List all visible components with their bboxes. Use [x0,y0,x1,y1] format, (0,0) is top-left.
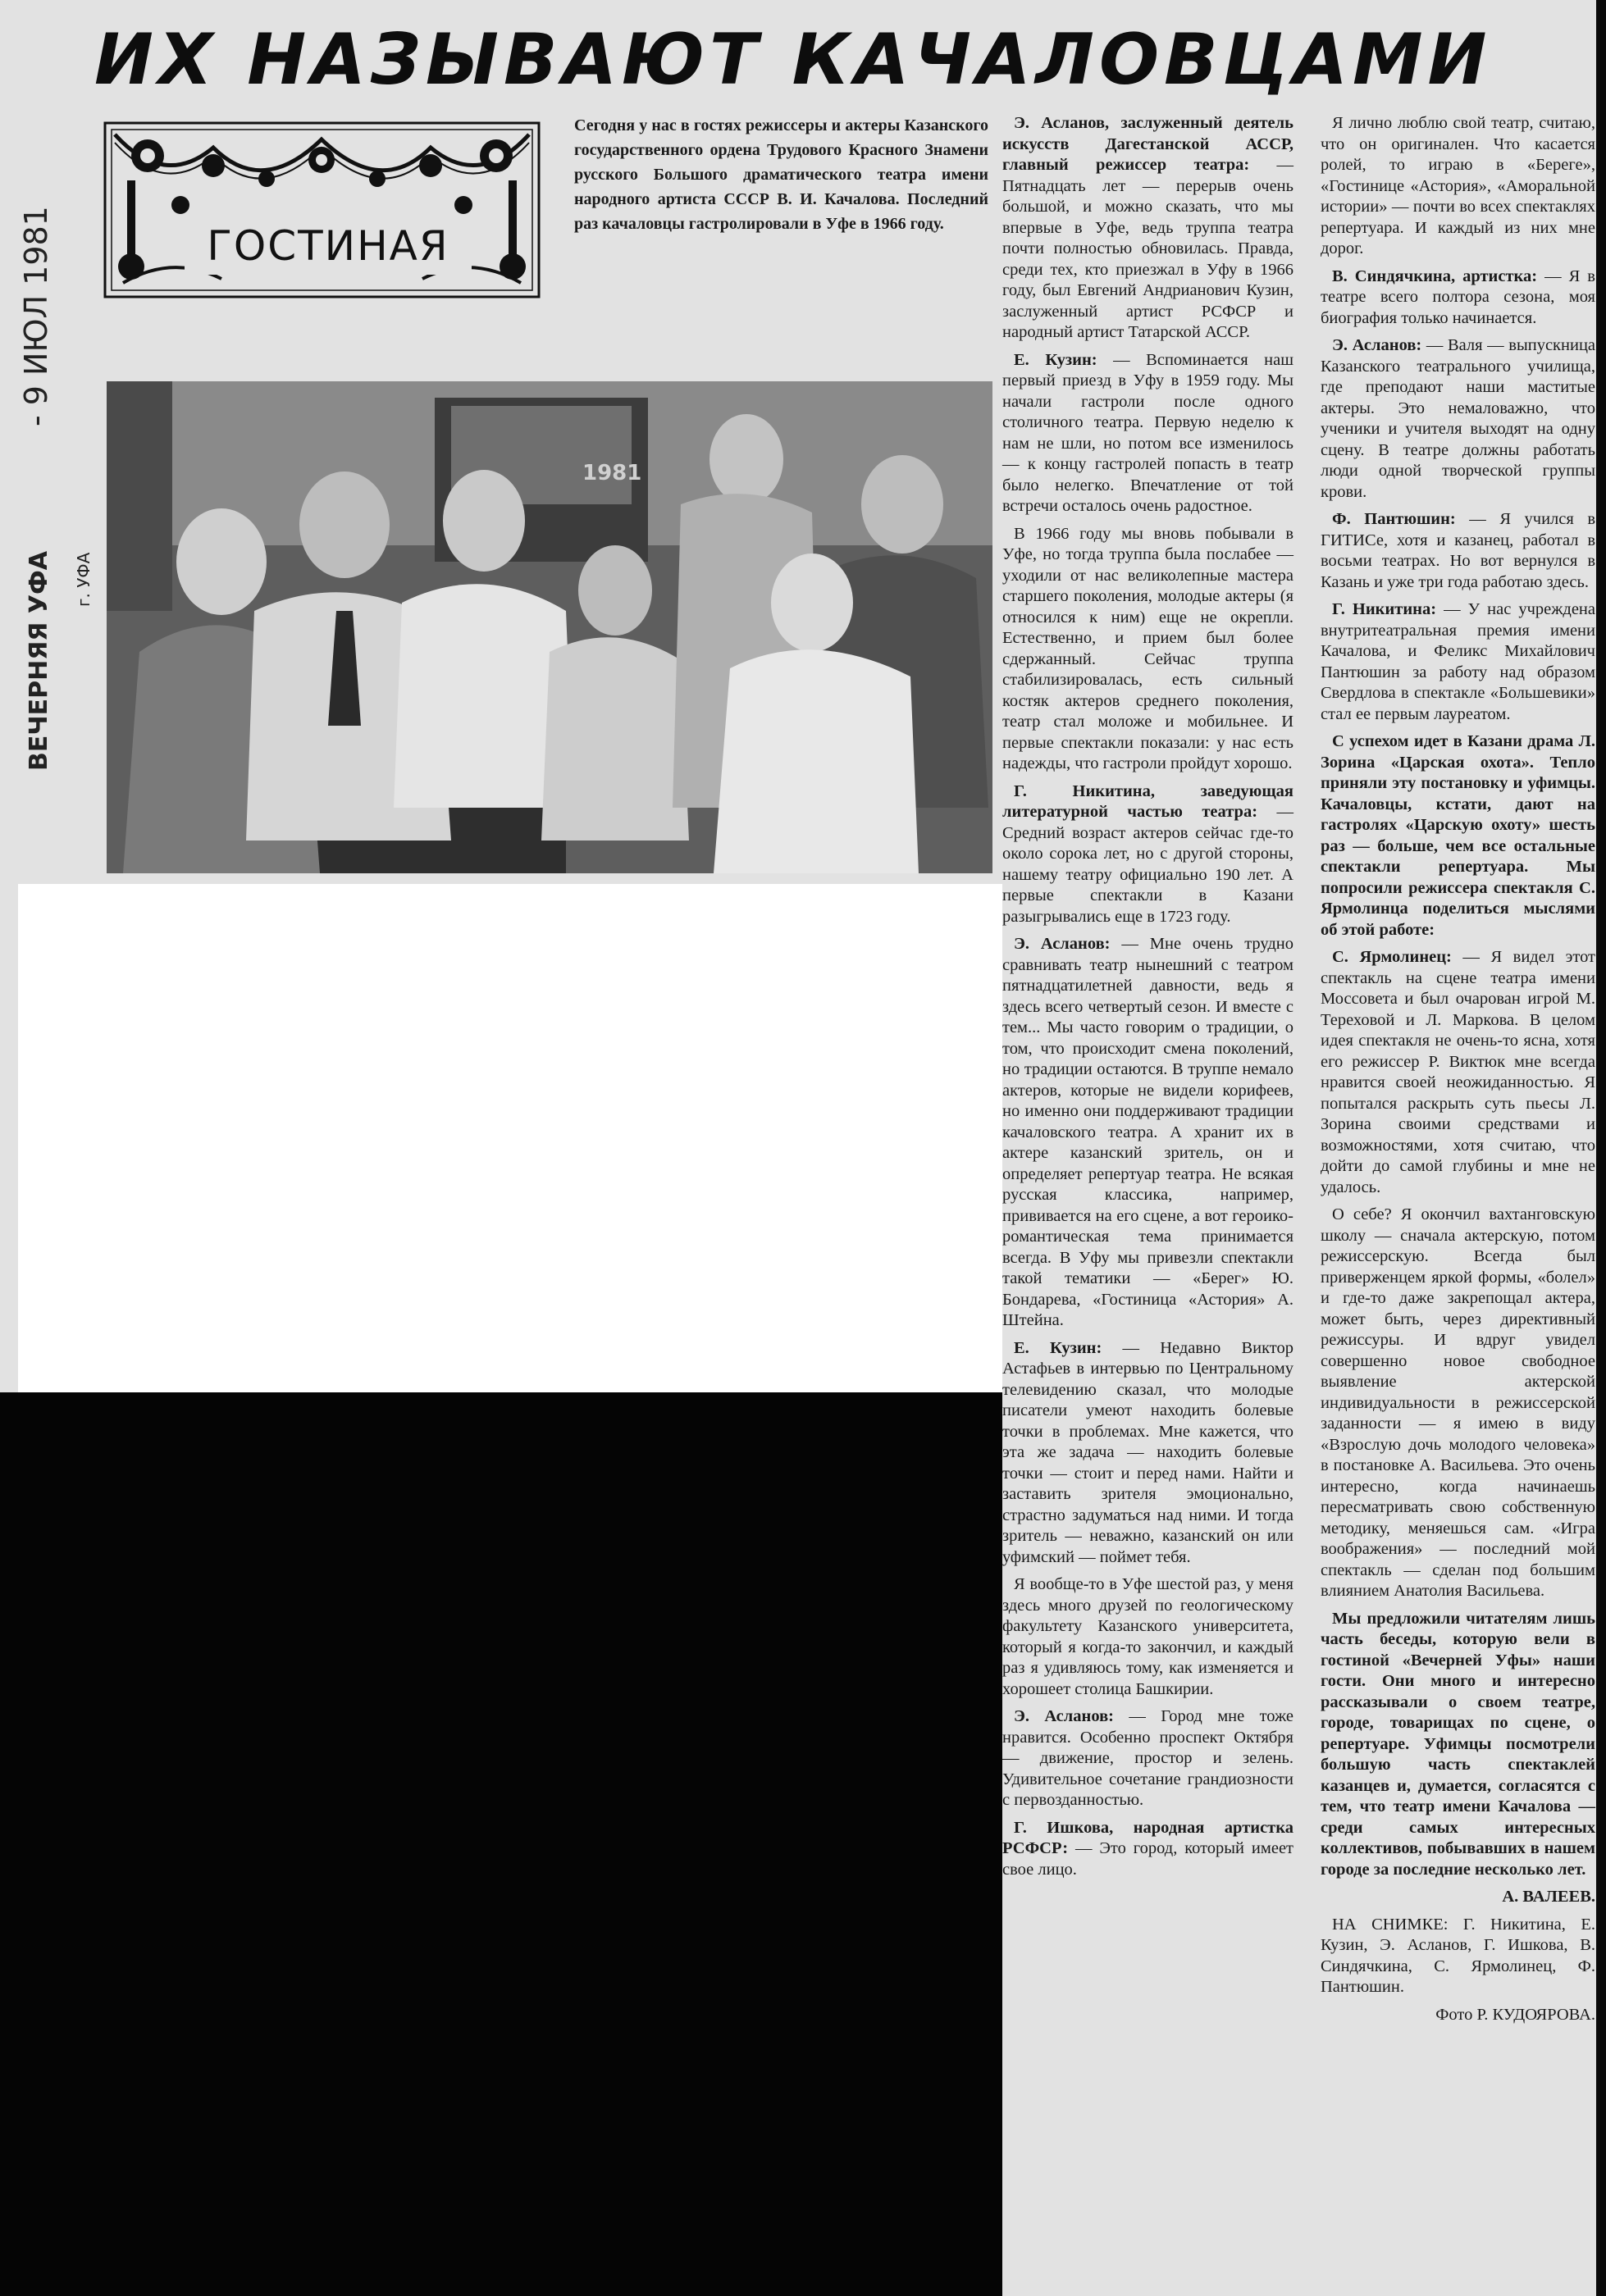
speaker: С. Ярмолинец: [1332,948,1452,966]
paragraph [1002,1706,1293,1811]
rubric-label: ГОСТИНАЯ [185,217,472,275]
remark: — Пятнадцать лет — перерыв очень большой, и можно сказать, что мы впервые в Уфе, ведь труппа театра почти полностью обновилась. Правда, среди тех, кто приезжал в Уфу в 1966 году, был Евгений Андрианович Кузин, заслуженный артист РСФСР и народный артист Татарской АССР. [1002,156,1294,341]
paragraph [1002,1818,1293,1881]
paragraph [1321,599,1595,725]
paragraph [1321,1205,1595,1602]
rubric-emblem [98,115,545,303]
speaker: Г. Никитина, заведующая литературной частью театра: [1002,781,1293,821]
article-column-1 [1002,113,1293,2286]
rubric-ornament-icon [98,115,545,303]
remark: О себе? Я окончил вахтанговскую школу — сначала актерскую, потом режиссерскую. Всегда был приверженцем яркой формы, «болел» и где-то даже закрепощал актера, может быть, через директивный режиссуры. И вдруг увидел совершенно новое свободное выявление актерской индивидуальности в режиссерской заданности — я имею в виду «Взрослую дочь молодого человека» в постановке А. Васильева. Это очень интересно, когда начинаешь пересматривать свою собственную методику, меняешься сам. «Игра воображения» — последний мой спектакль — сделан под большим влиянием Анатолия Васильева. [1321,1205,1595,1600]
speaker: Е. Кузин: [1014,1338,1102,1357]
speaker: Ф. Пантюшин: [1332,510,1456,528]
speaker: В. Синдячкина, артистка: [1332,266,1538,285]
paragraph [1002,350,1293,517]
remark: — Я учился в ГИТИСе, хотя и казанец, работал в восьми театрах. Но вот вернулся в Казань и уже три года работаю здесь. [1321,510,1596,591]
remark: — Я в театре всего полтора сезона, моя биография только начинается. [1321,266,1595,327]
remark: Я вообще-то в Уфе шестой раз, у меня здесь много друзей по геологическому факультету Казанского университета, который я когда-то закончил, и каждый раз я удивляюсь тому, как изменяется и хорошеет столица Башкирии. [1002,1575,1293,1698]
paragraph [1002,1574,1293,1700]
speaker: Э. Асланов: [1332,336,1422,354]
group-photo-image [107,381,992,873]
right-edge-shadow [1596,0,1606,2296]
paragraph [1321,731,1595,941]
date-stamp: - 9 ИЮЛ 1981 [18,206,54,426]
remark: — Средний возраст актеров сейчас где-то около сорока лет, но с другой стороны, нашему театру официально 190 лет. А первые спектакли в Казани разыгрывались еще в 1723 году. [1002,803,1293,926]
remark: — У нас учреждена внутритеатральная премия имени Качалова, и Феликс Михайлович Пантюшин за работу над образом Свердлова в спектакле «Большевики» стал ее первым лауреатом. [1321,600,1595,723]
remark: — Вспоминается наш первый приезд в Уфу в 1959 году. Мы начали гастроли после одного столичного театра. Первую неделю к нам не шли, но потом все изменилось — к концу гастролей попасть в театр было нелегко. Впечатление от той встречи осталось очень радостное. [1002,350,1294,515]
remark: Я лично люблю свой театр, считаю, что он оригинален. Что касается ролей, то играю в «Береге», «Гостинице «Астория», «Аморальной истории» — почти во всех спектаклях репертуара. И каждый из них мне дорог. [1321,114,1595,257]
paragraph [1321,947,1595,1198]
paragraph [1002,934,1293,1332]
paragraph [1002,1338,1293,1569]
photo-caption: НА СНИМКЕ: Г. Никитина, Е. Кузин, Э. Асланов, Г. Ишкова, В. Синдячкина, С. Ярмолинец, Ф. Пантюшин. [1321,1915,1595,1996]
paragraph [1321,335,1595,503]
speaker: Г. Никитина: [1332,600,1437,618]
speaker: Г. Ишкова, народная артистка РСФСР: [1002,1818,1293,1857]
paragraph [1002,781,1293,928]
paragraph [1002,113,1293,344]
source-city: г. УФА [74,552,94,607]
remark: В 1966 году мы вновь побывали в Уфе, но тогда труппа была послабее — уходили от нас великолепные мастера старшего поколения, молодые актеры (я относился к ним) еще не окрепли. Естественно, и прием был более сдержанный. Сейчас труппа стабилизировалась, есть сильный костяк актеров среднего поколения, театр стал моложе и мобильнее. И первые спектакли показали: у нас есть надежды, что гастроли пройдут хорошо. [1002,524,1293,772]
speaker: Е. Кузин: [1014,350,1097,369]
article-column-2 [1321,113,1595,2286]
paragraph [1002,524,1293,775]
source-stamp: ВЕЧЕРНЯЯ УФА [25,551,53,771]
paragraph [1321,509,1595,593]
speaker: Э. Асланов: [1014,1707,1114,1725]
remark: — Недавно Виктор Астафьев в интервью по Центральному телевидению сказал, что молодые писатели умеют находить болевые точки в проблемах. Мне кажется, что эта же задача — находить болевые точки — стоит и перед нами. Найти и заставить зрителя эмоционально, страстно задуматься над ними. И тогда зритель — неважно, казанский он или уфимский — поймет тебя. [1002,1338,1293,1566]
dark-background-area [0,1392,1002,2296]
paragraph [1321,113,1595,260]
speaker: Э. Асланов: [1014,935,1111,953]
intro-lead: Сегодня у нас в гостях режиссеры и актеры Казанского государственного ордена Трудового Красного Знамени русского Большого драматического театра имени народного артиста СССР В. И. Качалова. Последний раз качаловцы гастролировали в Уфе в 1966 году. [574,116,988,233]
author-signature: А. ВАЛЕЕВ. [1502,1888,1595,1906]
remark: — Мне очень трудно сравнивать театр нынешний с театром пятнадцатилетней давности, ведь я здесь всего четвертый сезон. И вместе с тем... Мы часто говорим о традиции, о том, что происходит смена поколений, но традиции остаются. В труппе немало актеров, которые не видели корифеев, но именно они поддерживают традиции качаловского театра. А хранит их в актере казанский зритель, он и определяет репертуар театра. Не всякая русская классика, например, прививается на его сцене, а вот героико-романтическая тема принимается всегда. В Уфу мы привезли спектакли такой тематики — «Берег» Ю. Бондарева, «Гостиница «Астория» А. Штейна. [1002,935,1294,1329]
remark: — Город мне тоже нравится. Особенно проспект Октября — движение, простор и зелень. Удивительное сочетание грандиозности с первозданностью. [1002,1707,1294,1809]
paragraph [1321,266,1595,330]
paragraph [1321,1609,1595,1881]
headline: ИХ НАЗЫВАЮТ КАЧАЛОВЦАМИ [94,19,1492,101]
remark: — Валя — выпускница Казанского театрального училища, где преподают наши маститые актеры. Это немаловажно, что ученики и учителя выходят на одну сцену. В театре должны работать люди одной творческой группы крови. [1321,336,1596,501]
remark: — Я видел этот спектакль на сцене театра имени Моссовета и был очарован игрой М. Тереховой и Л. Маркова. В целом идея спектакля не очень-то ясна, хотя его режиссер Р. Виктюк мне всегда нравится своей неожиданностью. Я попытался раскрыть суть пьесы Л. Зорина своими средствами и возможностями, хотя считаю, что дойти до самой глубины и мне не удалось. [1321,948,1596,1196]
remark: С успехом идет в Казани драма Л. Зорина «Царская охота». Тепло приняли эту постановку и уфимцы. Качаловцы, кстати, дают на гастролях «Царскую охоту» шесть раз — больше, чем все остальные спектакли репертуара. Мы попросили режиссера спектакля С. Ярмолинца поделиться мыслями об этой работе: [1321,732,1595,939]
remark: Мы предложили читателям лишь часть беседы, которую вели в гостиной «Вечерней Уфы» наши гости. Они много и интересно рассказывали о своем театре, городе, товарищах по сцене, о репертуаре. Уфимцы посмотрели большую часть спектаклей казанцев и, думается, согласятся с тем, что театр имени Качалова — среди самых интересных коллективов, побывавших в нашем городе за последние несколько лет. [1321,1609,1595,1879]
speaker: Э. Асланов, заслуженный деятель искусств Дагестанской АССР, главный режиссер театра: [1002,114,1293,174]
photo-credit: Фото Р. КУДОЯРОВА. [1435,2005,1595,2024]
remark: — Это город, который имеет свое лицо. [1002,1839,1293,1879]
group-photo [107,381,992,873]
photo-year-sign: 1981 [582,461,642,485]
blank-paper-area [18,884,1002,1392]
